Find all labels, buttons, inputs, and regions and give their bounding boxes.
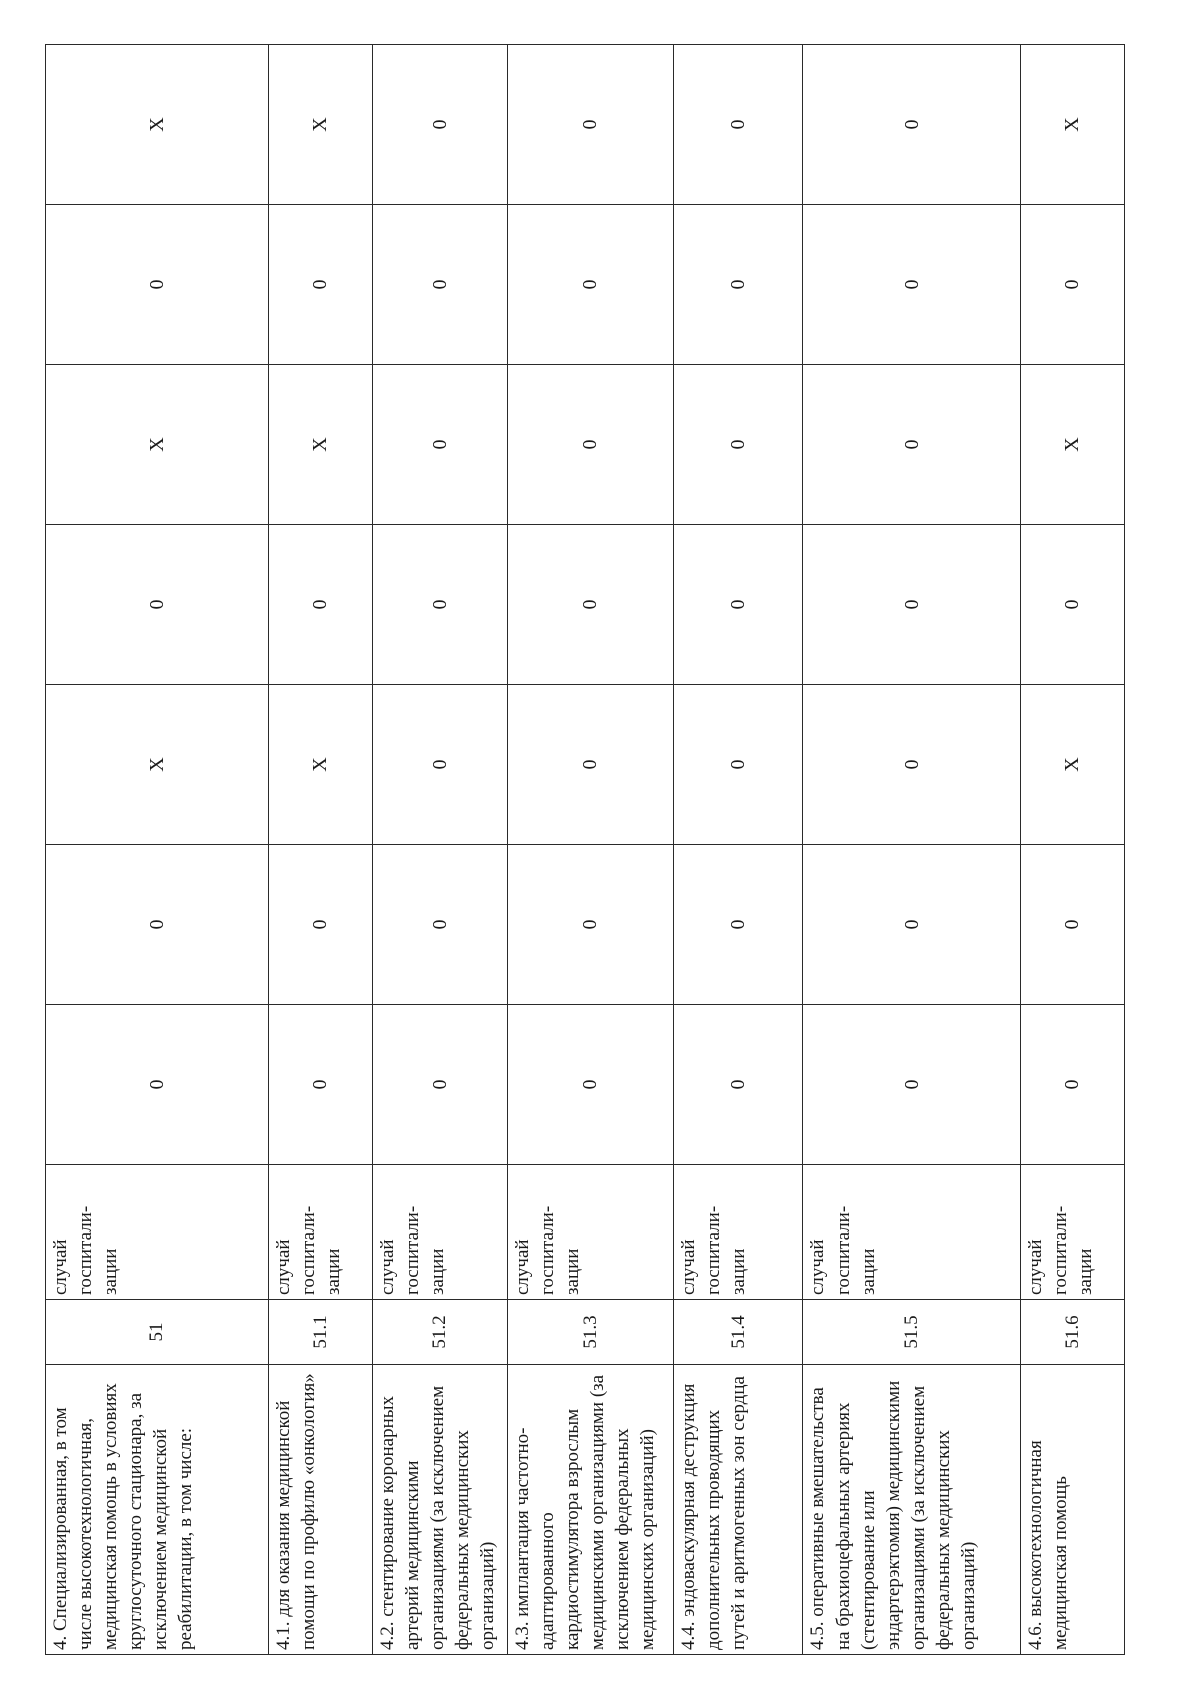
value-cell: 0 [507,45,673,205]
value-cell: 0 [1021,205,1125,365]
row-code: 51.1 [268,1300,372,1365]
value-cell: 0 [507,205,673,365]
value-cell: 0 [507,1005,673,1165]
row-code: 51.4 [673,1300,803,1365]
table-row [372,45,507,1655]
row-unit: случай госпитали-зации [1021,1165,1125,1300]
value-cell: 0 [46,525,269,685]
row-unit: случай госпитали-зации [46,1165,269,1300]
value-cell: X [268,45,372,205]
value-cell: 0 [803,1005,1021,1165]
row-name: 4.5. оперативные вмешательства на брахиоцефальных артериях (стентирование или эндартерэктомия) медицинскими организациями (за исключением федеральных медицинских организаций) [803,1365,1021,1655]
value-cell: 0 [673,45,803,205]
value-cell: 0 [673,685,803,845]
value-cell: 0 [803,45,1021,205]
value-cell: 0 [1021,845,1125,1005]
value-cell: 0 [673,365,803,525]
value-cell: 0 [803,525,1021,685]
value-cell: 0 [372,685,507,845]
row-name: 4.3. имплантация частотно-адаптированного кардиостимулятора взрослым медицинскими организациями (за исключением федеральных медицинских организаций) [507,1365,673,1655]
value-cell: 0 [372,1005,507,1165]
table-row [268,45,372,1655]
row-name: 4.1. для оказания медицинской помощи по профилю «онкология» [268,1365,372,1655]
value-cell: X [268,365,372,525]
value-cell: X [46,45,269,205]
value-cell: X [1021,685,1125,845]
value-cell: 0 [268,845,372,1005]
value-cell: 0 [268,525,372,685]
value-cell: 0 [803,685,1021,845]
value-cell: 0 [46,1005,269,1165]
row-name: 4. Специализированная, в том числе высокотехнологичная, медицинская помощь в условиях круглосуточного стационара, за исключением медицинской реабилитации, в том числе: [46,1365,269,1655]
row-name: 4.4. эндоваскулярная деструкция дополнительных проводящих путей и аритмогенных зон сердца [673,1365,803,1655]
row-unit: случай госпитали-зации [507,1165,673,1300]
value-cell: 0 [803,205,1021,365]
value-cell: 0 [1021,1005,1125,1165]
value-cell: 0 [673,845,803,1005]
value-cell: X [1021,365,1125,525]
table-row [803,45,1021,1655]
value-cell: X [1021,45,1125,205]
value-cell: 0 [507,525,673,685]
row-code: 51 [46,1300,269,1365]
row-code: 51.2 [372,1300,507,1365]
value-cell: 0 [507,365,673,525]
row-code: 51.3 [507,1300,673,1365]
row-unit: случай госпитали-зации [673,1165,803,1300]
volume-table [45,44,1125,1655]
value-cell: X [268,685,372,845]
value-cell: 0 [372,525,507,685]
row-unit: случай госпитали-зации [268,1165,372,1300]
value-cell: 0 [507,685,673,845]
value-cell: 0 [372,45,507,205]
table-row [46,45,269,1655]
value-cell: 0 [268,1005,372,1165]
row-code: 51.6 [1021,1300,1125,1365]
row-code: 51.5 [803,1300,1021,1365]
value-cell: 0 [1021,525,1125,685]
value-cell: 0 [372,365,507,525]
rotated-table-sheet [45,45,1125,1655]
row-name: 4.2. стентирование коронарных артерий медицинскими организациями (за исключением федеральных медицинских организаций) [372,1365,507,1655]
row-name: 4.6. высокотехнологичная медицинская помощь [1021,1365,1125,1655]
value-cell: X [46,365,269,525]
value-cell: 0 [507,845,673,1005]
row-unit: случай госпитали-зации [372,1165,507,1300]
value-cell: X [46,685,269,845]
table-row [507,45,673,1655]
value-cell: 0 [673,1005,803,1165]
table-row [673,45,803,1655]
row-unit: случай госпитали-зации [803,1165,1021,1300]
value-cell: 0 [372,845,507,1005]
table-row [1021,45,1125,1655]
value-cell: 0 [46,845,269,1005]
value-cell: 0 [372,205,507,365]
value-cell: 0 [803,365,1021,525]
value-cell: 0 [803,845,1021,1005]
value-cell: 0 [673,205,803,365]
value-cell: 0 [268,205,372,365]
value-cell: 0 [673,525,803,685]
value-cell: 0 [46,205,269,365]
